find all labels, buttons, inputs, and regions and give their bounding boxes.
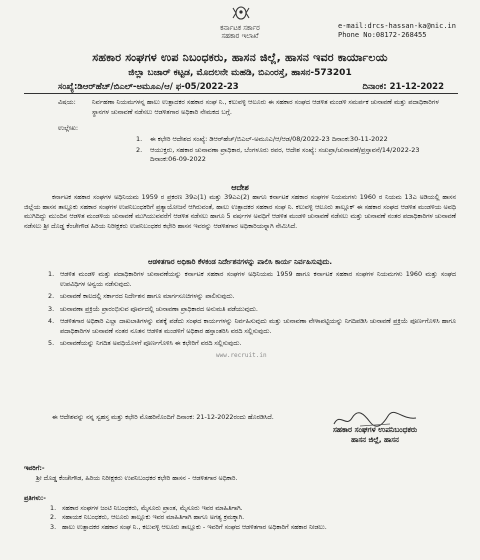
phone-text: Phone No:08172-268455 (337, 31, 427, 39)
signatory-place: ಹಾಸನ ಜಿಲ್ಲೆ, ಹಾಸನ (351, 436, 399, 444)
order-heading: ಆದೇಶ (231, 183, 249, 192)
email-text: e-mail:drcs-hassan-ka@nic.in (337, 22, 456, 30)
list-item: 3. ಹಾಲು ಉತ್ಪಾದಕರ ಸಹಕಾರ ಸಂಘ ನಿ., ಕಲುವಳ್ಳಿ ಆಲೂರು ತಾಲ್ಲೂಕು - ಇವರಿಗೆ ಸಂಘದ ಆಡಳಿತಗಾರ ಅಧಿಕಾರಿಗೆ ಸಹಕಾರ ನೀಡಲು. (50, 522, 327, 531)
office-title: ಸಹಕಾರ ಸಂಘಗಳ ಉಪ ನಿಬಂಧಕರು, ಹಾಸನ ಜಿಲ್ಲೆ, ಹಾಸನ ಇವರ ಕಾರ್ಯಾಲಯ (92, 51, 388, 64)
reference-item: 1. ಈ ಕಛೇರಿ ಆದೇಶದ ಸಂಖ್ಯೆ: ಡಿಆರ್‌ಹೆಚ್/ಬಿಎಲ್-ಅಮೂಎ/ಆ/ಆಡ/08/2022-23 ದಿನಾಂಕ:30-11-2022 (136, 135, 388, 143)
references-block (58, 124, 450, 164)
subject-text: ನಿರ್ವಹಣಾ ನಿಯಮಗಳನ್ನ ಹಾಲು ಉತ್ಪಾದಕರ ಸಹಕಾರ ಸಂಘ ನಿ., ಕಲುವಳ್ಳಿ ಆಲೂರು ಈ ಸಹಕಾರ ಸಂಘದ ಆಡಳಿತ ಮಂಡಳಿ ಸಮರ್ಪಕ ಚುನಾವಣೆ ಮತ್ತು ಪದಾಧಿಕಾರಿಗಳ ಸ್ಥಾನಗಳ ಚುನಾವಣೆ ನಡೆಸಲು ಆಡಳಿತಗಾರ ಅಧಿಕಾರಿ ನೇಮಕದ ಬಗ್ಗೆ. (92, 98, 439, 116)
reference-number: ಸಂಖ್ಯೆ:ಡಿಆರ್‌ಹೆಚ್/ಬಿಎಲ್-ಅಮೂಎ/ಆ/ ಫ-05/2022-23 (58, 82, 239, 92)
list-item: 1. ಸಹಕಾರ ಸಂಘಗಳ ಜಂಟಿ ನಿಬಂಧಕರು, ಮೈಸೂರು ಪ್ರಾಂತ, ಮೈಸೂರು ಇವರ ಮಾಹಿತಿಗಾಗಿ. (50, 503, 243, 512)
subject-block (58, 98, 450, 117)
government-line: ಕರ್ನಾಟಕ ಸರ್ಕಾರ (220, 24, 260, 32)
closing-text: ಈ ಆದೇಶವನ್ನು ನನ್ನ ಸ್ವಹಸ್ತ ಮತ್ತು ಕಛೇರಿ ಮೊಹರಿನೊಂದಿಗೆ ದಿನಾಂಕ: 21-12-2022ರಂದು ಹೊರಡಿಸಿದೆ. (52, 413, 274, 421)
recipient-name: ಶ್ರೀ ದೊಡ್ಡ ಕೆಂಚೇಗೌಡ, ಹಿರಿಯ ನಿರೀಕ್ಷಕರು ಉಪನಿಬಂಧಕರ ಕಛೇರಿ ಹಾಸನ - ಆಡಳಿತಗಾರ ಅಧಿಕಾರಿ. (36, 473, 238, 482)
subject-label: ವಿಷಯ: (58, 98, 76, 106)
contact-block (338, 22, 456, 40)
department-line: ಸಹಕಾರ ಇಲಾಖೆ (221, 32, 259, 40)
list-item: 5. ಚುನಾವಣೆಯನ್ನು ನಿಗದಿತ ಅವಧಿಯೊಳಗೆ ಪೂರ್ಣಗೊಳಿಸಿ ಈ ಕಛೇರಿಗೆ ವರದಿ ಸಲ್ಲಿಸುವುದು. (48, 339, 242, 347)
list-item: 4. ಆಡಳಿತಗಾರ ಅಧಿಕಾರಿ ಎಲ್ಲಾ ದಾಖಲಾತಿಗಳನ್ನು ವಶಕ್ಕೆ ಪಡೆದು ಸಂಘದ ಕಾರ್ಯಗಳನ್ನು ನಿರ್ವಹಿಸುವುದು ಮತ್ತು ಚುನಾವಣಾ ವೇಳಾಪಟ್ಟಿಯನ್ನು ನಿಗದಿಪಡಿಸಿ ಚುನಾವಣೆ ಪ್ರಕ್ರಿಯೆ ಪೂರ್ಣಗೊಳಿಸಿ ಹಾಗೂ ಪದಾಧಿಕಾರಿಗಳ ಚುನಾವಣೆ ನಂತರ ನೂತನ ಆಡಳಿತ ಮಂಡಳಿಗೆ ಅಧಿಕಾರ ಹಸ್ತಾಂತರಿಸಿ ವರದಿ ಸಲ್ಲಿಸುವುದು. (48, 317, 456, 335)
state-emblem-icon (230, 4, 252, 22)
list-item: 1. ಆಡಳಿತ ಮಂಡಳಿ ಮತ್ತು ಪದಾಧಿಕಾರಿಗಳ ಚುನಾವಣೆಯನ್ನು ಕರ್ನಾಟಕ ಸಹಕಾರ ಸಂಘಗಳ ಅಧಿನಿಯಮ 1959 ಹಾಗೂ ಕರ್ನಾಟಕ ಸಹಕಾರ ಸಂಘಗಳ ನಿಯಮಗಳು 1960 ಮತ್ತು ಸಂಘದ ಉಪವಿಧಿಗಳ ಅನ್ವಯ ನಡೆಸುವುದು. (48, 270, 456, 288)
reference-row (58, 82, 444, 92)
signature-block (290, 425, 460, 445)
reference-item: 2. ಆಯುಕ್ತರು, ಸಹಕಾರ ಚುನಾವಣಾ ಪ್ರಾಧಿಕಾರ, ಬೆಂಗಳೂರು ರವರ, ಆದೇಶ ಸಂಖ್ಯೆ: ಸಚುಪ್ರಾ/ಚುನಾವಣೆ/ಪ್ರಸ್ತಾವನೆ/14/2022-23 ದಿನಾಂಕ:06-09-2022 (136, 146, 420, 163)
copies-block (24, 494, 456, 532)
office-address: ಜಿಲ್ಲಾ ಬಜಾರ್ ಕಟ್ಟಡ, ಮೊದಲನೇ ಮಹಡಿ, ಬಿಎಂರಸ್ತೆ, ಹಾಸನ-573201 (128, 68, 352, 78)
list-item: 3. ಚುನಾವಣಾ ಪ್ರಕ್ರಿಯೆ ಪ್ರಾರಂಭಿಸುವ ಪೂರ್ವದಲ್ಲಿ ಚುನಾವಣಾ ಪ್ರಾಧಿಕಾರದ ಅನುಮತಿ ಪಡೆಯುವುದು. (48, 304, 258, 313)
list-item: 2. ಸಹಾಯಕ ನಿಬಂಧಕರು, ಆಲೂರು ತಾಲ್ಲೂಕು ಇವರ ಮಾಹಿತಿಗಾಗಿ ಹಾಗೂ ಅಗತ್ಯ ಕ್ರಮಕ್ಕಾಗಿ. (50, 513, 245, 521)
instructions-heading: ಆಡಳಿತಗಾರ ಅಧಿಕಾರಿ ಕೆಳಕಂಡ ನಿರ್ದೇಶನಗಳನ್ನು ಪಾಲಿಸಿ ಕಾರ್ಯ ನಿರ್ವಹಿಸುವುದು. (147, 258, 333, 266)
header-divider (24, 93, 458, 94)
recipient-label: ಇವರಿಗೆ:- (24, 464, 45, 472)
instructions-list (48, 270, 456, 352)
references-label: ಉಲ್ಲೇಖ: (58, 124, 79, 132)
copies-label: ಪ್ರತಿಗಳು:- (24, 494, 46, 502)
order-date: ದಿನಾಂಕ: 21-12-2022 (362, 82, 444, 92)
order-paragraph: ಕರ್ನಾಟಕ ಸಹಕಾರ ಸಂಘಗಳ ಅಧಿನಿಯಮ 1959 ರ ಪ್ರಕರಣ 39ಎ(1) ಮತ್ತು 39ಎಎ(2) ಹಾಗೂ ಕರ್ನಾಟಕ ಸಹಕಾರ ಸಂಘಗಳ ನಿಯಮಗಳು 1960 ರ ನಿಯಮ 13ಎ ಅಡಿಯಲ್ಲಿ ಹಾಸನ ಜಿಲ್ಲೆಯ ಹಾಸನ ತಾಲ್ಲೂಕು ಸಹಕಾರ ಸಂಘಗಳ ಉಪನಿಬಂಧಕರಿಗೆ ಪ್ರತ್ಯಾಯೋಜನೆ ಆಗಿರುವಂತೆ, ಹಾಲು ಉತ್ಪಾದಕರ ಸಹಕಾರ ಸಂಘ ನಿ. ಕಲುವಳ್ಳಿ ಆಲೂರು ತಾಲ್ಲೂಕ್ ಈ ಸಹಕಾರ ಸಂಘದ ಆಡಳಿತ ಮಂಡಳಿಯ ಅವಧಿ ಮುಗಿದಿದ್ದು ಮುಂದಿನ ಆಡಳಿತ ಮಂಡಳಿಯ ಚುನಾವಣೆ ಮುಗಿಯುವವರೆಗೆ ಆಡಳಿತ ನಡೆಸಲು ಹಾಗೂ 5 ವರ್ಷಗಳ ಅವಧಿಗೆ ಆಡಳಿತ ಮಂಡಳಿ ಚುನಾವಣೆ ನಡೆಸಲು ಮತ್ತು ಚುನಾವಣೆ ನಂತರ ಪದಾಧಿಕಾರಿಗಳ ಚುನಾವಣೆ ನಡೆಸಲು ಶ್ರೀ ದೊಡ್ಡ ಕೆಂಚೇಗೌಡ ಹಿರಿಯ ನಿರೀಕ್ಷಕರು ಉಪನಿಬಂಧಕರ ಕಛೇರಿ ಹಾಸನ ಇವರನ್ನು ಆಡಳಿತಗಾರ ಅಧಿಕಾರಿಯನ್ನಾಗಿ ನೇಮಿಸಿದೆ. (24, 193, 456, 230)
list-item: 2. ಚುನಾವಣೆ ಕಾಲದಲ್ಲಿ ಸರ್ಕಾರದ ನಿರ್ದೇಶನ ಹಾಗೂ ಮಾರ್ಗಸೂಚಿಗಳನ್ನು ಪಾಲಿಸುವುದು. (48, 292, 235, 300)
signatory-designation: ಸಹಕಾರ ಸಂಘಗಳ ಉಪನಿಬಂಧಕರು (332, 425, 418, 434)
watermark-text: www.recruit.in (216, 352, 267, 359)
recipient-block (24, 464, 456, 483)
